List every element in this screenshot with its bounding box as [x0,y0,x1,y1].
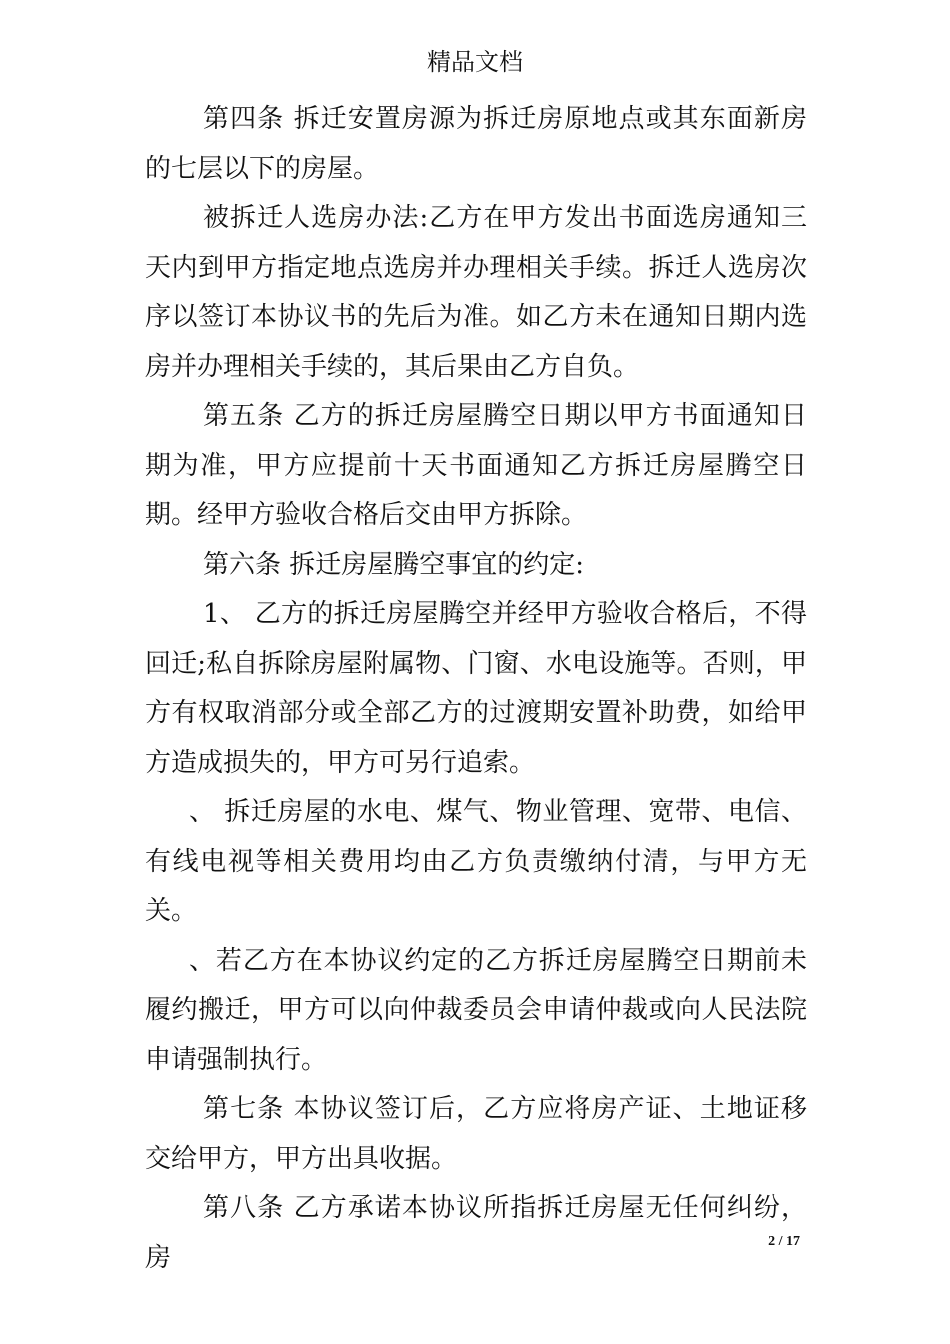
paragraph-item-3: 、若乙方在本协议约定的乙方拆迁房屋腾空日期前未履约搬迁，甲方可以向仲裁委员会申请仲裁或向人民法院申请强制执行。 [145,945,807,1075]
paragraph-item-1: 1、 乙方的拆迁房屋腾空并经甲方验收合格后，不得回迁;私自拆除房屋附属物、门窗、水电设施等。否则，甲方有权取消部分或全部乙方的过渡期安置补助费，如给甲方造成损失的，甲方可另行追索。 [145,599,807,778]
document-body [145,95,807,1283]
paragraph-article-8: 第八条 乙方承诺本协议所指拆迁房屋无任何纠纷，房 [145,1193,807,1273]
paragraph-article-7: 第七条 本协议签订后，乙方应将房产证、土地证移交给甲方，甲方出具收据。 [145,1094,807,1174]
page-header: 精品文档 [427,48,523,76]
paragraph-article-5: 第五条 乙方的拆迁房屋腾空日期以甲方书面通知日期为准，甲方应提前十天书面通知乙方拆迁房屋腾空日期。经甲方验收合格后交由甲方拆除。 [145,401,807,530]
page-number: 2 / 17 [768,1234,800,1249]
paragraph-article-6: 第六条 拆迁房屋腾空事宜的约定: [203,549,585,580]
paragraph-article-4: 第四条 拆迁安置房源为拆迁房原地点或其东面新房的七层以下的房屋。 [145,104,807,184]
paragraph-item-2: 、 拆迁房屋的水电、煤气、物业管理、宽带、电信、有线电视等相关费用均由乙方负责缴纳付清，与甲方无关。 [145,797,807,926]
paragraph-house-selection: 被拆迁人选房办法:乙方在甲方发出书面选房通知三天内到甲方指定地点选房并办理相关手续。拆迁人选房次序以签订本协议书的先后为准。如乙方未在通知日期内选房并办理相关手续的，其后果由乙方自负。 [145,203,807,382]
